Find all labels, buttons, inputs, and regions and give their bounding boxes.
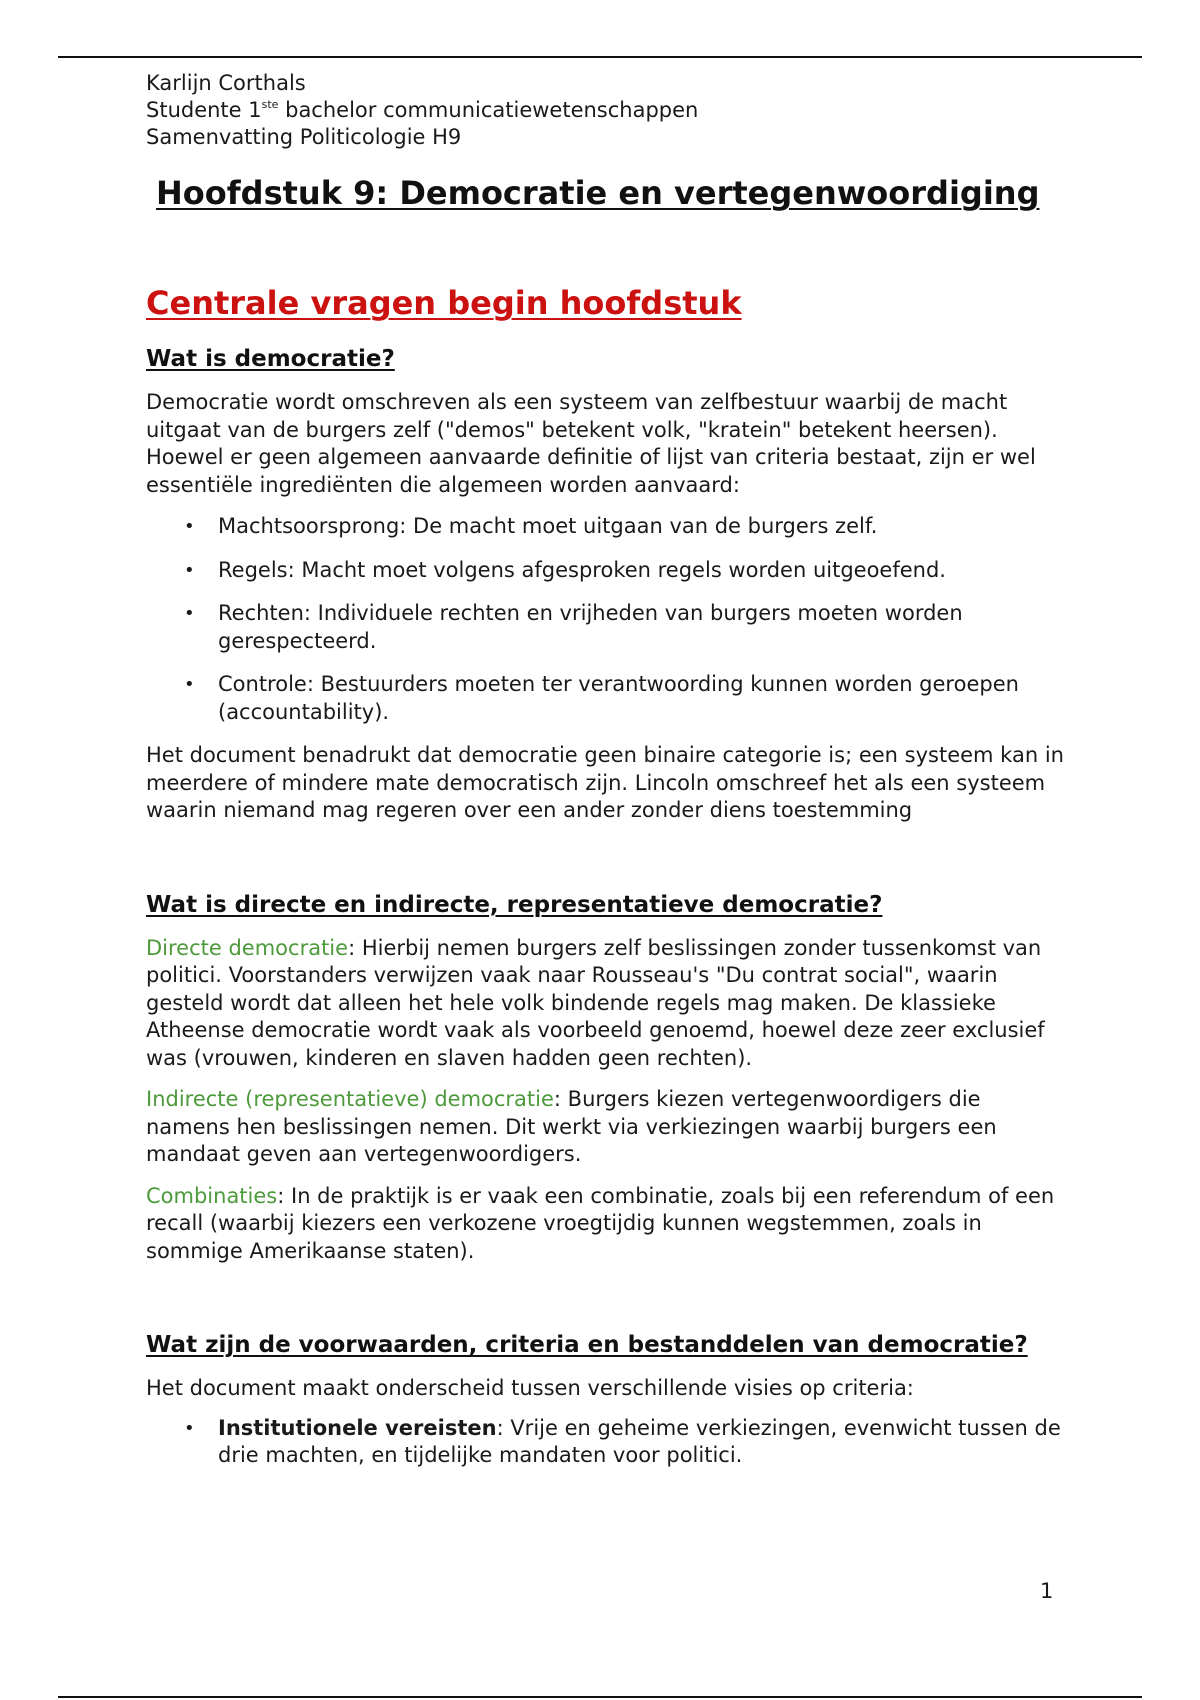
question-1-bullet-list — [146, 513, 1066, 726]
list-item-text: Machtsoorsprong: De macht moet uitgaan van de burgers zelf. — [218, 514, 878, 538]
indirect-democracy-term: Indirecte (representatieve) democratie — [146, 1087, 554, 1111]
question-1-title: Wat is democratie? — [146, 346, 395, 372]
question-1-intro: Democratie wordt omschreven als een systeem van zelfbestuur waarbij de macht uitgaat van de burgers zelf ("demos" betekent volk, "kratein" betekent heersen). Hoewel er geen algemeen aanvaarde definitie of lijst van criteria bestaat, zijn er wel essentiële ingrediënten die algemeen worden aanvaard: — [146, 390, 1036, 497]
page-number: 1 — [1040, 1579, 1054, 1603]
student-suffix: bachelor communicatiewetenschappen — [278, 98, 699, 122]
bullet-icon: • — [184, 516, 195, 537]
combinations-paragraph — [146, 1183, 1066, 1266]
question-1-outro: Het document benadrukt dat democratie geen binaire categorie is; een systeem kan in meerdere of mindere mate democratisch zijn. Lincoln omschreef het als een systeem waarin niemand mag regeren over een ander zonder diens toestemming — [146, 743, 1064, 822]
list-item-text: Regels: Macht moet volgens afgesproken regels worden uitgeoefend. — [218, 557, 946, 582]
combinations-text: : In de praktijk is er vaak een combinatie, zoals bij een referendum of een recall (waarbij kiezers een verkozene vroegtijdig kunnen wegstemmen, zoals in sommige Amerikaanse staten). — [146, 1183, 1055, 1263]
indirect-democracy-text: : Burgers kiezen vertegenwoordigers die namens hen beslissingen nemen. Dit werkt via verkiezingen waarbij burgers een mandaat geven aan vertegenwoordigers. — [146, 1087, 997, 1166]
list-item — [146, 513, 1066, 541]
section-title: Centrale vragen begin hoofdstuk — [146, 284, 742, 322]
bullet-icon: • — [184, 603, 195, 624]
list-item — [146, 557, 1066, 585]
list-item-term: Institutionele vereisten — [218, 1415, 497, 1440]
combinations-term: Combinaties — [146, 1183, 278, 1208]
bullet-icon: • — [184, 1417, 195, 1439]
bullet-icon: • — [184, 559, 195, 581]
bottom-rule — [58, 1696, 1142, 1698]
author-name: Karlijn Corthals — [146, 71, 306, 95]
course-line: Samenvatting Politicologie H9 — [146, 125, 462, 149]
direct-democracy-term: Directe democratie — [146, 935, 349, 960]
list-item-text: : Vrije en geheime verkiezingen, evenwicht tussen de drie machten, en tijdelijke mandaten voor politici. — [218, 1415, 1061, 1467]
direct-democracy-paragraph — [146, 935, 1066, 1073]
question-3-bullet-list — [146, 1415, 1066, 1470]
list-item — [146, 1415, 1066, 1470]
student-superscript: ste — [261, 98, 279, 111]
question-2-title: Wat is directe en indirecte, representatieve democratie? — [146, 891, 883, 918]
list-item-text: Rechten: Individuele rechten en vrijheden van burgers moeten worden gerespecteerd. — [218, 601, 963, 653]
question-3-title: Wat zijn de voorwaarden, criteria en bestanddelen van democratie? — [146, 1332, 1028, 1358]
direct-democracy-text: : Hierbij nemen burgers zelf beslissingen zonder tussenkomst van politici. Voorstanders verwijzen vaak naar Rousseau's "Du contrat social", waarin gesteld wordt dat alleen het hele volk bindende regels mag maken. De klassieke Atheense democratie wordt vaak als voorbeeld genoemd, hoewel deze zeer exclusief was (vrouwen, kinderen en slaven hadden geen rechten). — [146, 935, 1045, 1070]
indirect-democracy-paragraph — [146, 1086, 1066, 1169]
list-item-text: Controle: Bestuurders moeten ter verantwoording kunnen worden geroepen (accountability). — [218, 672, 1019, 724]
student-prefix: Studente 1 — [146, 98, 262, 122]
list-item — [146, 600, 1066, 655]
student-line — [146, 97, 1066, 124]
list-item — [146, 671, 1066, 726]
top-rule — [58, 56, 1142, 58]
chapter-title: Hoofdstuk 9: Democratie en vertegenwoordiging — [156, 174, 1040, 212]
document-page — [146, 70, 1066, 1486]
question-3-intro: Het document maakt onderscheid tussen verschillende visies op criteria: — [146, 1376, 914, 1400]
bullet-icon: • — [184, 674, 195, 695]
